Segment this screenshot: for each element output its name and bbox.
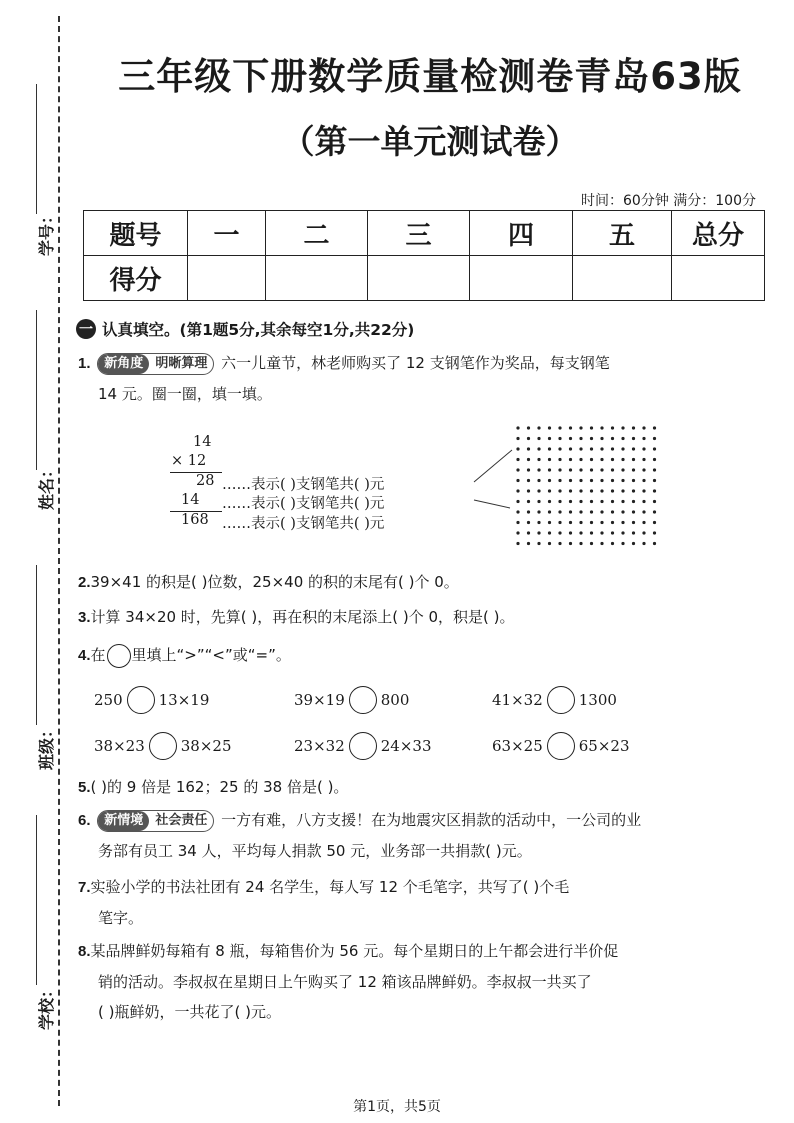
grid-dot[interactable] xyxy=(527,500,530,503)
grid-dot[interactable] xyxy=(621,542,624,545)
calc-row-2: 14 xyxy=(181,492,200,508)
grid-dot[interactable] xyxy=(621,426,624,429)
question-4: 4.在 里填上“>”“<”或“=”。 xyxy=(78,640,758,671)
grid-dot[interactable] xyxy=(516,447,519,450)
grid-dot[interactable] xyxy=(516,489,519,492)
grid-dot[interactable] xyxy=(537,437,540,440)
question-6: 6. 新情境 社会责任 一方有难，八方支援！在为地震灾区捐款的活动中，一公司的业 务部有员工 34 人，平均每人捐款 50 元，业务部一共捐款( )元。 xyxy=(78,811,642,860)
grid-dot[interactable] xyxy=(642,437,645,440)
grid-dot[interactable] xyxy=(621,489,624,492)
grid-dot[interactable] xyxy=(653,479,656,482)
grid-dot[interactable] xyxy=(548,426,551,429)
score-table-cell: 二 xyxy=(266,211,368,256)
grid-dot[interactable] xyxy=(653,542,656,545)
calc-row-3: 168 xyxy=(181,512,209,528)
question-2: 2.39×41 的积是( )位数，25×40 的积的末尾有( )个 0。 xyxy=(78,573,459,591)
grid-dot[interactable] xyxy=(600,437,603,440)
grid-dot[interactable] xyxy=(590,447,593,450)
score-input-cell[interactable] xyxy=(188,256,266,301)
grid-dot[interactable] xyxy=(548,542,551,545)
grid-dot[interactable] xyxy=(600,510,603,513)
grid-dot[interactable] xyxy=(590,437,593,440)
grid-dot[interactable] xyxy=(632,500,635,503)
section-heading-text: 认真填空。(第1题5分,其余每空1分,共22分) xyxy=(102,321,415,339)
grid-dot[interactable] xyxy=(600,531,603,534)
grid-dot[interactable] xyxy=(537,458,540,461)
score-input-cell[interactable] xyxy=(368,256,470,301)
grid-dot[interactable] xyxy=(632,447,635,450)
grid-dot[interactable] xyxy=(632,426,635,429)
grid-dot[interactable] xyxy=(579,531,582,534)
calc-row-2-text: ……表示( )支钢笔共( )元 xyxy=(222,496,385,512)
grid-dot[interactable] xyxy=(600,458,603,461)
grid-dot[interactable] xyxy=(600,500,603,503)
grid-dot[interactable] xyxy=(621,458,624,461)
binding-dashed-line xyxy=(58,16,60,1106)
compare-item: 23×32 24×33 xyxy=(294,732,432,760)
score-table-cell: 三 xyxy=(368,211,470,256)
grid-dot[interactable] xyxy=(579,500,582,503)
calc-row-1-text: ……表示( )支钢笔共( )元 xyxy=(222,477,385,493)
grid-dot[interactable] xyxy=(548,437,551,440)
calc-top: 14 xyxy=(193,434,212,450)
grid-dot[interactable] xyxy=(516,521,519,524)
grid-dot[interactable] xyxy=(537,510,540,513)
grid-dot[interactable] xyxy=(558,458,561,461)
grid-dot[interactable] xyxy=(642,458,645,461)
grid-dot[interactable] xyxy=(558,531,561,534)
grid-dot[interactable] xyxy=(611,458,614,461)
calc-multiplier: × 12 xyxy=(171,453,207,469)
grid-dot[interactable] xyxy=(579,521,582,524)
grid-dot[interactable] xyxy=(642,479,645,482)
grid-dot[interactable] xyxy=(590,458,593,461)
page-footer: 第1页，共5页 xyxy=(353,1099,441,1115)
grid-dot[interactable] xyxy=(590,500,593,503)
grid-dot[interactable] xyxy=(569,447,572,450)
grid-dot[interactable] xyxy=(590,489,593,492)
grid-dot[interactable] xyxy=(579,468,582,471)
grid-dot[interactable] xyxy=(537,426,540,429)
score-table-cell: 题号 xyxy=(84,211,188,256)
grid-dot[interactable] xyxy=(611,437,614,440)
grid-dot[interactable] xyxy=(653,468,656,471)
grid-dot[interactable] xyxy=(590,479,593,482)
grid-dot[interactable] xyxy=(516,458,519,461)
grid-dot[interactable] xyxy=(653,447,656,450)
grid-dot[interactable] xyxy=(558,437,561,440)
badge-new-context: 新情境 社会责任 xyxy=(97,810,214,832)
grid-dot[interactable] xyxy=(537,447,540,450)
grid-dot[interactable] xyxy=(569,521,572,524)
grid-dot[interactable] xyxy=(516,479,519,482)
compare-circle[interactable] xyxy=(349,686,377,714)
grid-dot[interactable] xyxy=(527,542,530,545)
grid-dot[interactable] xyxy=(537,500,540,503)
grid-dot[interactable] xyxy=(516,437,519,440)
grid-dot[interactable] xyxy=(569,437,572,440)
score-table-cell: 五 xyxy=(573,211,672,256)
grid-dot[interactable] xyxy=(632,542,635,545)
grid-dot[interactable] xyxy=(590,468,593,471)
grid-dot[interactable] xyxy=(611,521,614,524)
grid-dot[interactable] xyxy=(537,521,540,524)
grid-dot[interactable] xyxy=(611,500,614,503)
grid-dot[interactable] xyxy=(611,531,614,534)
question-7: 7.实验小学的书法社团有 24 名学生，每人写 12 个毛笔字，共写了( )个毛 笔字。 xyxy=(78,878,570,927)
grid-dot[interactable] xyxy=(653,458,656,461)
grid-dot[interactable] xyxy=(611,510,614,513)
grid-dot[interactable] xyxy=(653,531,656,534)
grid-dot[interactable] xyxy=(558,468,561,471)
grid-dot[interactable] xyxy=(621,500,624,503)
grid-dot[interactable] xyxy=(569,458,572,461)
grid-dot[interactable] xyxy=(516,468,519,471)
compare-item: 41×32 1300 xyxy=(492,686,617,714)
grid-dot[interactable] xyxy=(600,542,603,545)
grid-dot[interactable] xyxy=(548,510,551,513)
grid-dot[interactable] xyxy=(579,489,582,492)
pointer-line xyxy=(474,450,512,482)
grid-dot[interactable] xyxy=(548,531,551,534)
grid-dot[interactable] xyxy=(558,542,561,545)
compare-circle[interactable] xyxy=(349,732,377,760)
score-table xyxy=(83,210,765,301)
compare-item: 250 13×19 xyxy=(94,686,209,714)
grid-dot[interactable] xyxy=(537,479,540,482)
grid-dot[interactable] xyxy=(611,489,614,492)
grid-dot[interactable] xyxy=(527,479,530,482)
grid-dot[interactable] xyxy=(569,426,572,429)
grid-dot[interactable] xyxy=(516,510,519,513)
badge-new-angle: 新角度 明晰算理 xyxy=(97,353,214,375)
time-score-info: 时间：60分钟 满分：100分 xyxy=(581,193,756,209)
grid-dot[interactable] xyxy=(621,531,624,534)
grid-dot[interactable] xyxy=(642,531,645,534)
calc-row-3-text: ……表示( )支钢笔共( )元 xyxy=(222,516,385,532)
grid-dot[interactable] xyxy=(537,489,540,492)
grid-dot[interactable] xyxy=(653,426,656,429)
class-line xyxy=(36,565,37,725)
grid-dot[interactable] xyxy=(590,426,593,429)
grid-dot[interactable] xyxy=(558,447,561,450)
score-table-cell: 四 xyxy=(470,211,573,256)
grid-dot[interactable] xyxy=(558,521,561,524)
score-row-label: 得分 xyxy=(84,256,188,301)
grid-dot[interactable] xyxy=(642,521,645,524)
grid-dot[interactable] xyxy=(527,447,530,450)
grid-dot[interactable] xyxy=(642,489,645,492)
grid-dot[interactable] xyxy=(621,510,624,513)
grid-dot[interactable] xyxy=(611,479,614,482)
grid-dot[interactable] xyxy=(632,468,635,471)
grid-dot[interactable] xyxy=(516,426,519,429)
grid-dot[interactable] xyxy=(558,500,561,503)
name-line xyxy=(36,310,37,470)
grid-dot[interactable] xyxy=(653,500,656,503)
question-5: 5.( )的 9 倍是 162；25 的 38 倍是( )。 xyxy=(78,778,349,796)
compare-item: 63×25 65×23 xyxy=(492,732,630,760)
grid-dot[interactable] xyxy=(516,542,519,545)
grid-dot[interactable] xyxy=(632,479,635,482)
grid-dot[interactable] xyxy=(527,426,530,429)
grid-dot[interactable] xyxy=(548,458,551,461)
grid-dot[interactable] xyxy=(600,489,603,492)
grid-dot[interactable] xyxy=(621,521,624,524)
grid-dot[interactable] xyxy=(527,489,530,492)
grid-dot[interactable] xyxy=(590,531,593,534)
grid-dot[interactable] xyxy=(632,489,635,492)
grid-dot[interactable] xyxy=(579,437,582,440)
grid-dot[interactable] xyxy=(600,479,603,482)
page-title: 三年级下册数学质量检测卷青岛63版 xyxy=(118,55,742,98)
question-1: 1. 新角度 明晰算理 六一儿童节，林老师购买了 12 支钢笔作为奖品，每支钢笔 14 元。圈一圈，填一填。 xyxy=(78,354,610,403)
grid-dot[interactable] xyxy=(590,542,593,545)
grid-dot[interactable] xyxy=(527,521,530,524)
grid-dot[interactable] xyxy=(642,542,645,545)
grid-dot[interactable] xyxy=(548,521,551,524)
grid-dot[interactable] xyxy=(621,479,624,482)
grid-dot[interactable] xyxy=(548,500,551,503)
compare-circle[interactable] xyxy=(547,686,575,714)
grid-dot[interactable] xyxy=(653,510,656,513)
section-heading xyxy=(76,318,414,340)
grid-dot[interactable] xyxy=(600,447,603,450)
calc-row-1: 28 xyxy=(196,473,215,489)
grid-dot[interactable] xyxy=(590,521,593,524)
grid-dot[interactable] xyxy=(527,510,530,513)
grid-dot[interactable] xyxy=(632,437,635,440)
grid-dot[interactable] xyxy=(579,426,582,429)
score-table-cell: 一 xyxy=(188,211,266,256)
score-table-score-row xyxy=(84,256,765,301)
grid-dot[interactable] xyxy=(653,489,656,492)
score-input-cell[interactable] xyxy=(266,256,368,301)
section-number: 一 xyxy=(76,319,96,339)
grid-dot[interactable] xyxy=(516,500,519,503)
grid-dot[interactable] xyxy=(653,437,656,440)
compare-circle[interactable] xyxy=(127,686,155,714)
grid-dot[interactable] xyxy=(621,468,624,471)
grid-dot[interactable] xyxy=(569,542,572,545)
compare-item: 39×19 800 xyxy=(294,686,409,714)
grid-dot[interactable] xyxy=(600,468,603,471)
grid-dot[interactable] xyxy=(632,458,635,461)
score-input-cell[interactable] xyxy=(672,256,765,301)
grid-dot[interactable] xyxy=(642,468,645,471)
grid-dot[interactable] xyxy=(579,458,582,461)
compare-item: 38×23 38×25 xyxy=(94,732,232,760)
grid-dot[interactable] xyxy=(611,542,614,545)
grid-dot[interactable] xyxy=(548,447,551,450)
score-input-cell[interactable] xyxy=(573,256,672,301)
question-8: 8.某品牌鲜奶每箱有 8 瓶，每箱售价为 56 元。每个星期日的上午都会进行半价促 销的活动。李叔叔在星期日上午购买了 12 箱该品牌鲜奶。李叔叔一共买了 ( )瓶鲜奶，一共花了( )元。 xyxy=(78,942,619,1021)
grid-dot[interactable] xyxy=(537,531,540,534)
grid-dot[interactable] xyxy=(600,521,603,524)
grid-dot[interactable] xyxy=(569,489,572,492)
compare-circle[interactable] xyxy=(149,732,177,760)
grid-dot[interactable] xyxy=(527,468,530,471)
grid-dot[interactable] xyxy=(537,468,540,471)
grid-dot[interactable] xyxy=(569,479,572,482)
grid-dot[interactable] xyxy=(558,489,561,492)
grid-dot[interactable] xyxy=(642,447,645,450)
grid-dot[interactable] xyxy=(569,510,572,513)
grid-dot[interactable] xyxy=(579,447,582,450)
grid-dot[interactable] xyxy=(558,510,561,513)
grid-dot[interactable] xyxy=(642,510,645,513)
student-id-line xyxy=(36,84,37,214)
grid-dot[interactable] xyxy=(600,426,603,429)
grid-dot[interactable] xyxy=(537,542,540,545)
grid-dot[interactable] xyxy=(590,510,593,513)
grid-dot[interactable] xyxy=(642,500,645,503)
score-table-header-row xyxy=(84,211,765,256)
grid-dot[interactable] xyxy=(527,458,530,461)
grid-dot[interactable] xyxy=(632,510,635,513)
grid-dot[interactable] xyxy=(611,468,614,471)
school-line xyxy=(36,815,37,985)
pointer-line xyxy=(474,500,510,508)
score-table-cell: 总分 xyxy=(672,211,765,256)
grid-dot[interactable] xyxy=(569,500,572,503)
page-subtitle: （第一单元测试卷） xyxy=(281,122,579,161)
grid-dot[interactable] xyxy=(632,521,635,524)
grid-dot[interactable] xyxy=(569,531,572,534)
grid-dot[interactable] xyxy=(611,426,614,429)
grid-dot[interactable] xyxy=(653,521,656,524)
dot-grid[interactable] xyxy=(466,420,766,560)
compare-circle[interactable] xyxy=(547,732,575,760)
grid-dot[interactable] xyxy=(548,479,551,482)
grid-dot[interactable] xyxy=(558,479,561,482)
grid-dot[interactable] xyxy=(527,437,530,440)
score-input-cell[interactable] xyxy=(470,256,573,301)
grid-dot[interactable] xyxy=(579,479,582,482)
grid-dot[interactable] xyxy=(642,426,645,429)
circle-icon xyxy=(107,644,131,668)
question-3: 3.计算 34×20 时，先算( )，再在积的末尾添上( )个 0，积是( )。 xyxy=(78,608,515,626)
grid-dot[interactable] xyxy=(569,468,572,471)
grid-dot[interactable] xyxy=(516,531,519,534)
grid-dot[interactable] xyxy=(632,531,635,534)
grid-dot[interactable] xyxy=(611,447,614,450)
grid-dot[interactable] xyxy=(579,542,582,545)
grid-dot[interactable] xyxy=(527,531,530,534)
grid-dot[interactable] xyxy=(558,426,561,429)
grid-dot[interactable] xyxy=(548,468,551,471)
grid-dot[interactable] xyxy=(621,437,624,440)
grid-dot[interactable] xyxy=(548,489,551,492)
grid-dot[interactable] xyxy=(579,510,582,513)
grid-dot[interactable] xyxy=(621,447,624,450)
